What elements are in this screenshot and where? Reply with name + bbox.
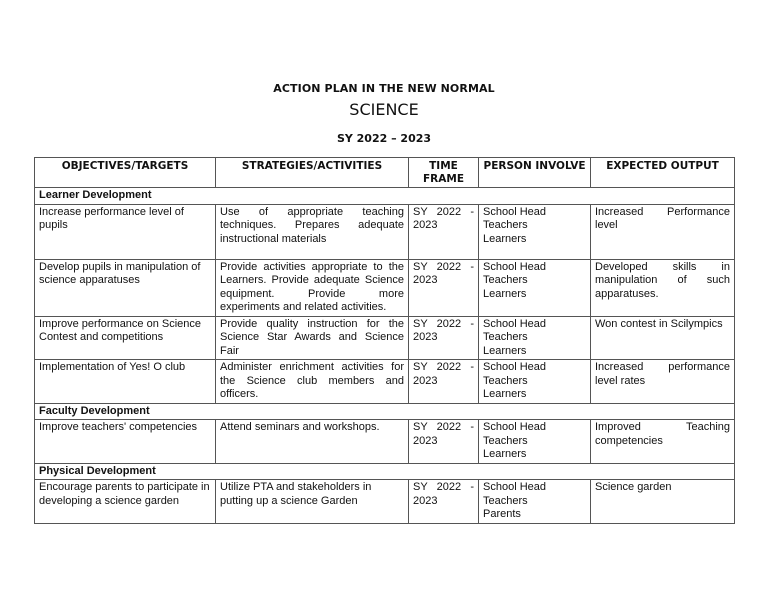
person-item: School Head xyxy=(483,421,546,433)
expected-output-cell: Increased Performance level xyxy=(591,204,735,259)
objective-cell: Implementation of Yes! O club xyxy=(35,360,216,404)
person-item: Learners xyxy=(483,388,527,400)
person-item: Learners xyxy=(483,448,527,460)
table-row xyxy=(35,204,735,259)
time-frame-cell: SY 2022 - 2023 xyxy=(409,420,479,464)
header-objectives: OBJECTIVES/TARGETS xyxy=(35,158,216,188)
person-cell xyxy=(479,480,591,524)
document-title: ACTION PLAN IN THE NEW NORMAL xyxy=(273,82,495,95)
person-item: Teachers xyxy=(483,274,528,286)
person-item: Teachers xyxy=(483,331,528,343)
action-plan-table xyxy=(34,157,735,524)
header-strategies: STRATEGIES/ACTIVITIES xyxy=(216,158,409,188)
header-time-frame: TIME FRAME xyxy=(409,158,479,188)
table-row xyxy=(35,360,735,404)
person-item: Teachers xyxy=(483,374,528,387)
section-row-faculty-development xyxy=(35,403,735,420)
expected-output-cell: Improved Teaching competencies xyxy=(591,420,735,464)
strategy-cell: Attend seminars and workshops. xyxy=(216,420,409,464)
strategy-cell: Administer enrichment activities for the Science club members and officers. xyxy=(216,360,409,404)
section-row-physical-development xyxy=(35,463,735,480)
person-item: Teachers xyxy=(483,434,528,447)
time-frame-cell: SY 2022 - 2023 xyxy=(409,259,479,316)
section-row-learner-development xyxy=(35,188,735,205)
table-row xyxy=(35,259,735,316)
person-item: School Head xyxy=(483,317,546,330)
table-header-row xyxy=(35,158,735,188)
table-row xyxy=(35,480,735,524)
subject-title: SCIENCE xyxy=(349,100,419,119)
time-frame-cell: SY 2022 - 2023 xyxy=(409,316,479,360)
person-item: Parents xyxy=(483,508,521,520)
time-frame-cell: SY 2022 - 2023 xyxy=(409,204,479,259)
person-item: Teachers xyxy=(483,219,528,231)
person-item: School Head xyxy=(483,260,546,273)
expected-output-cell: Developed skills in manipulation of such apparatuses. xyxy=(591,259,735,316)
strategy-cell: Provide quality instruction for the Science Star Awards and Science Fair xyxy=(216,316,409,360)
person-item: School Head xyxy=(483,361,546,373)
person-cell xyxy=(479,204,591,259)
strategy-cell: Utilize PTA and stakeholders in putting up a science Garden xyxy=(216,480,409,524)
objective-cell: Encourage parents to participate in developing a science garden xyxy=(35,480,216,524)
table-row xyxy=(35,420,735,464)
time-frame-cell: SY 2022 - 2023 xyxy=(409,360,479,404)
person-cell xyxy=(479,420,591,464)
table-row xyxy=(35,316,735,360)
person-item: School Head xyxy=(483,481,546,493)
person-item: School Head xyxy=(483,205,546,218)
school-year: SY 2022 – 2023 xyxy=(336,132,432,145)
header-expected-output: EXPECTED OUTPUT xyxy=(591,158,735,188)
person-item: Teachers xyxy=(483,494,528,507)
header-person-involve: PERSON INVOLVE xyxy=(479,158,591,188)
person-item: Learners xyxy=(483,287,527,300)
section-label: Faculty Development xyxy=(35,403,735,420)
expected-output-cell: Won contest in Scilympics xyxy=(591,316,735,360)
section-label: Physical Development xyxy=(35,463,735,480)
objective-cell: Improve performance on Science Contest and competitions xyxy=(35,316,216,360)
objective-cell: Develop pupils in manipulation of science apparatuses xyxy=(35,259,216,316)
person-item: Learners xyxy=(483,232,527,245)
expected-output-cell: Increased performance level rates xyxy=(591,360,735,404)
time-frame-cell: SY 2022 - 2023 xyxy=(409,480,479,524)
section-label: Learner Development xyxy=(35,188,735,205)
person-cell xyxy=(479,316,591,360)
expected-output-cell: Science garden xyxy=(591,480,735,524)
strategy-cell: Use of appropriate teaching techniques. Prepares adequate instructional materials xyxy=(216,204,409,259)
strategy-cell: Provide activities appropriate to the Learners. Provide adequate Science equipment. Provide more experiments and related activities. xyxy=(216,259,409,316)
person-cell xyxy=(479,360,591,404)
objective-cell: Improve teachers' competencies xyxy=(35,420,216,464)
person-item: Learners xyxy=(483,344,527,357)
objective-cell: Increase performance level of pupils xyxy=(35,204,216,259)
person-cell xyxy=(479,259,591,316)
